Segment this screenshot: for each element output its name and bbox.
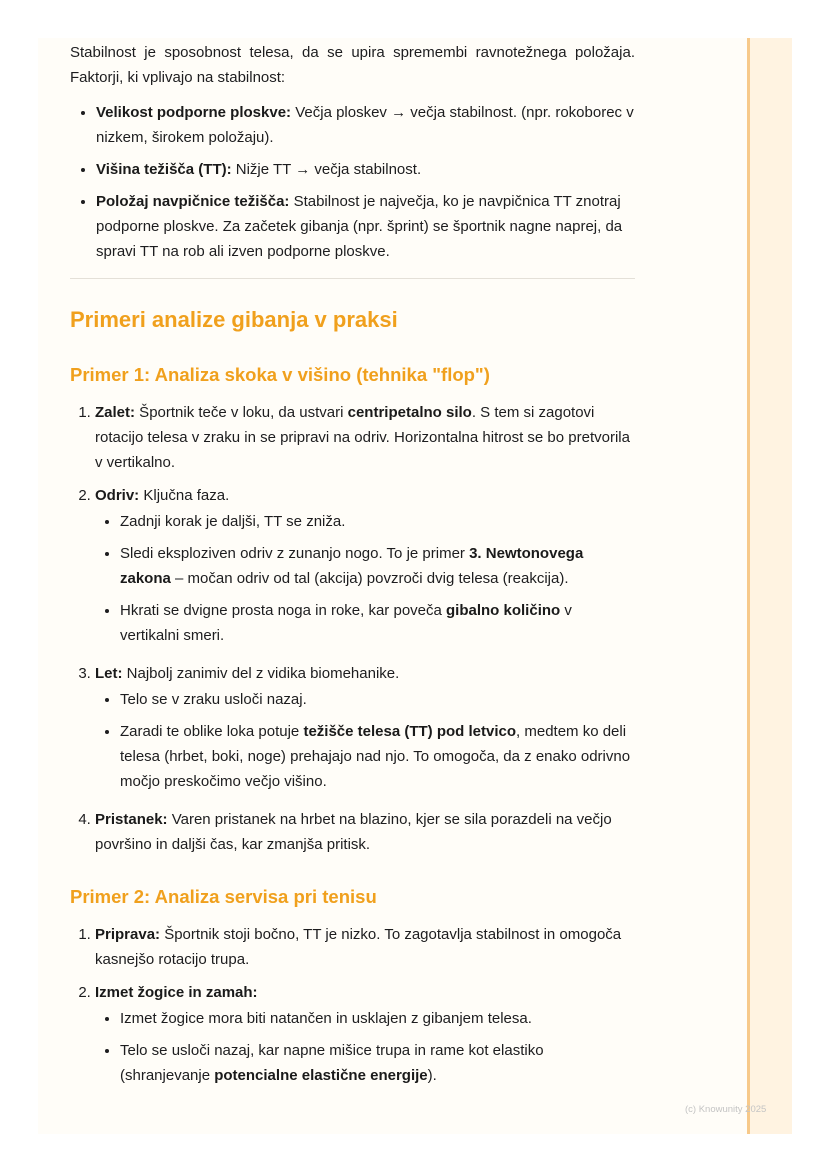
example1-steps bbox=[70, 400, 635, 857]
list-item: • Hkrati se dvigne prosta noga in roke, kar poveča gibalno količino v vertikalni smeri. bbox=[120, 598, 635, 648]
list-item: • Telo se usloči nazaj, kar napne mišice trupa in rame kot elastiko (shranjevanje potencialne elastične energije). bbox=[120, 1038, 635, 1088]
list-item: 1. Zalet: Športnik teče v loku, da ustvari centripetalno silo. S tem si zagotovi rotacijo telesa v zraku in se pripravi na odriv. Horizontalna hitrost se bo pretvorila v vertikalno. bbox=[95, 400, 635, 475]
nested-list bbox=[95, 509, 635, 648]
side-margin-panel bbox=[747, 38, 792, 1134]
list-item: 1. Priprava: Športnik stoji bočno, TT je nizko. To zagotavlja stabilnost in omogoča kasnejšo rotacijo trupa. bbox=[95, 922, 635, 972]
nested-list bbox=[95, 687, 635, 794]
list-item: • Višina težišča (TT): Nižje TT → večja stabilnost. bbox=[96, 157, 635, 182]
list-item: • Izmet žogice mora biti natančen in usklajen z gibanjem telesa. bbox=[120, 1006, 635, 1031]
list-item: 3. Let: Najbolj zanimiv del z vidika biomehanike. • Telo se v zraku usloči nazaj. • Zaradi te oblike loka potuje težišče telesa (TT) pod letvico, medtem ko deli telesa (hrbet, boki, noge) prehajajo nad njo. To omogoča, da z enako odrivno močjo preskočimo večjo višino. bbox=[95, 661, 635, 794]
list-item: 4. Pristanek: Varen pristanek na hrbet na blazino, kjer se sila porazdeli na večjo površino in daljši čas, kar zmanjša pritisk. bbox=[95, 807, 635, 857]
example2-steps bbox=[70, 922, 635, 1088]
list-item: 2. Odriv: Ključna faza. • Zadnji korak je daljši, TT se zniža. • Sledi eksploziven odriv z zunanjo nogo. To je primer 3. Newtonovega zakona – močan odriv od tal (akcija) povzroči dvig telesa (reakcija). • Hkrati se dvigne prosta noga in roke, kar poveča gibalno količino v vertikalni smeri. bbox=[95, 483, 635, 648]
list-item: • Sledi eksploziven odriv z zunanjo nogo. To je primer 3. Newtonovega zakona – močan odriv od tal (akcija) povzroči dvig telesa (reakcija). bbox=[120, 541, 635, 591]
example2-heading: Primer 2: Analiza servisa pri tenisu bbox=[70, 886, 377, 907]
copyright-watermark: (c) Knowunity 2025 bbox=[685, 1104, 767, 1115]
list-item: • Zaradi te oblike loka potuje težišče telesa (TT) pod letvico, medtem ko deli telesa (hrbet, boki, noge) prehajajo nad njo. To omogoča, da z enako odrivno močjo preskočimo večjo višino. bbox=[120, 719, 635, 794]
example1-heading: Primer 1: Analiza skoka v višino (tehnika "flop") bbox=[70, 364, 490, 385]
list-item: • Telo se v zraku usloči nazaj. bbox=[120, 687, 635, 712]
document-content bbox=[70, 40, 635, 1096]
list-item: 2. Izmet žogice in zamah: • Izmet žogice mora biti natančen in usklajen z gibanjem telesa. • Telo se usloči nazaj, kar napne mišice trupa in rame kot elastiko (shranjevanje potencialne elastične energije). bbox=[95, 980, 635, 1088]
list-item: • Velikost podporne ploskve: Večja ploskev → večja stabilnost. (npr. rokoborec v nizkem, širokem položaju). bbox=[96, 100, 635, 150]
section-divider bbox=[70, 278, 635, 279]
nested-list bbox=[95, 1006, 635, 1088]
section-heading: Primeri analize gibanja v praksi bbox=[70, 307, 398, 332]
stability-factors-list bbox=[70, 100, 635, 264]
intro-paragraph: Stabilnost je sposobnost telesa, da se upira spremembi ravnotežnega položaja. Faktorji, ki vplivajo na stabilnost: bbox=[70, 44, 635, 86]
list-item: • Položaj navpičnice težišča: Stabilnost je največja, ko je navpičnica TT znotraj podporne ploskve. Za začetek gibanja (npr. šprint) se športnik nagne naprej, da spravi TT na rob ali izven podporne ploskve. bbox=[96, 189, 635, 264]
list-item: • Zadnji korak je daljši, TT se zniža. bbox=[120, 509, 635, 534]
